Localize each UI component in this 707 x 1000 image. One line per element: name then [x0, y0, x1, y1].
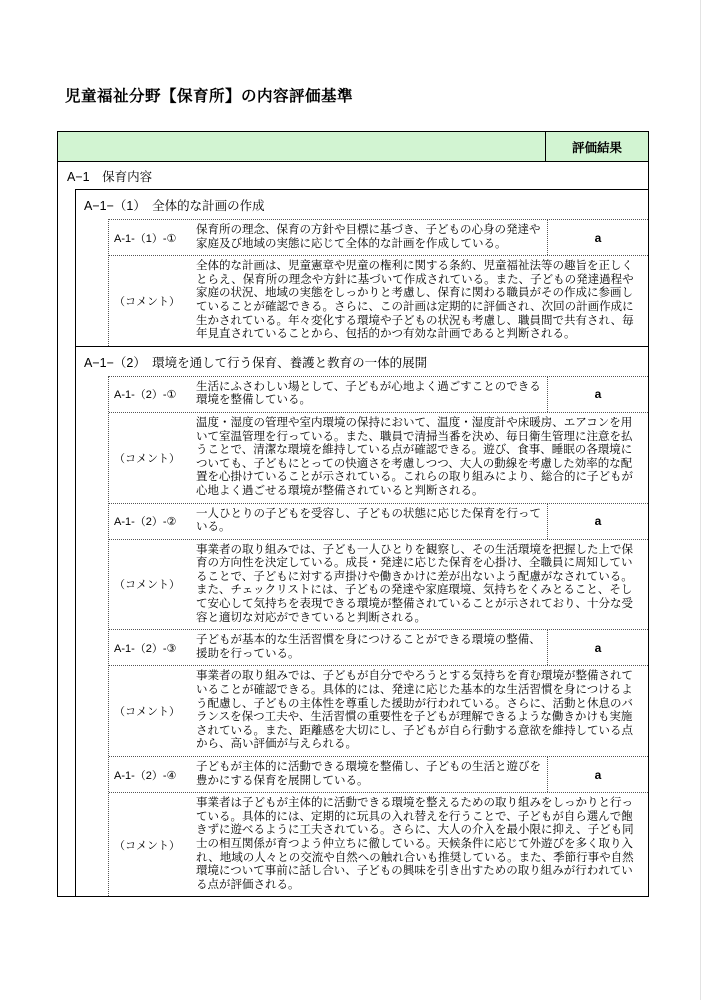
table-header-row: [58, 132, 648, 162]
comment-row: [109, 256, 648, 346]
evaluation-table: [57, 131, 649, 897]
page-title: 児童福祉分野【保育所】の内容評価基準: [65, 88, 354, 105]
section-a1-label: A−1 保育内容: [67, 169, 153, 184]
comment-label: （コメント）: [114, 452, 180, 465]
criteria-table-a1-2: [108, 376, 648, 897]
item-text: [191, 757, 547, 792]
item-text-content: 子どもが基本的な生活習慣を身につけることができる環境の整備、援助を行っている。: [196, 634, 541, 660]
header-empty-cell: [58, 132, 545, 161]
subsection-a1-2: [75, 347, 648, 897]
comment-label: （コメント）: [114, 579, 180, 592]
rating-value: a: [547, 504, 648, 539]
comment-label: （コメント）: [114, 706, 180, 719]
item-code: A-1-（2）-④: [114, 769, 177, 782]
comment-label: （コメント）: [114, 839, 180, 852]
item-code: A-1-（2）-②: [114, 516, 177, 529]
header-result-label: 評価結果: [545, 132, 648, 161]
item-text-content: 一人ひとりの子どもを受容し、子どもの状態に応じた保育を行っている。: [196, 507, 541, 534]
subsection-a1-2-label: A−1−（2） 環境を通して行う保育、養護と教育の一体的展開: [84, 355, 428, 370]
comment-text: 事業者の取り組みでは、子ども一人ひとりを観察し、その生活環境を把握した上で保育の方向性を決定している。成長・発達に応じた保育を心掛け、全職員に周知していることで、子どもに対する声掛けや働きかけに差が出ないよう配慮がなされている。また、チェックリストには、子どもの発達や家庭環境、気持ちをくみとること、そして安心して気持ちを表現できる環境が整備されていることが示されており、十分な受容と適切な対応ができていると判断される。: [196, 543, 633, 624]
item-row: [109, 377, 648, 413]
item-text-content: 子どもが主体的に活動できる環境を整備し、子どもの生活と遊びを豊かにする保育を展開している。: [196, 761, 541, 787]
item-row: [109, 504, 648, 540]
item-text-content: 生活にふさわしい場として、子どもが心地よく過ごすことのできる環境を整備している。: [196, 380, 541, 407]
rating-value: a: [547, 220, 648, 255]
comment-row: [109, 413, 648, 504]
item-text: [191, 504, 547, 539]
comment-text: 温度・湿度の管理や室内環境の保持において、温度・湿度計や床暖房、エアコンを用いて室温管理を行っている。また、職員で清掃当番を決め、毎日衛生管理に注意を払うことで、清潔な環境を維持している点が確認できる。遊び、食事、睡眠の各環境についても、子どもにとっての快適さを考慮しつつ、大人の動線を考慮した効率的な配置を心掛けていることが示されている。これらの取り組みにより、総合的に子どもが心地よく過ごせる環境が整備されていると判断される。: [196, 416, 633, 497]
item-text: [191, 220, 547, 255]
comment-row: [109, 793, 648, 896]
rating-value: a: [547, 757, 648, 792]
item-code: A-1-（1）-①: [114, 232, 177, 245]
subsection-a1-1: [75, 189, 648, 347]
rating-value: a: [547, 630, 648, 665]
item-row: [109, 757, 648, 793]
page-edge-line: [700, 0, 701, 1000]
item-text: [191, 377, 547, 412]
item-row: [109, 220, 648, 256]
rating-value: a: [547, 377, 648, 412]
comment-label: （コメント）: [114, 295, 180, 308]
comment-text: 全体的な計画は、児童憲章や児童の権利に関する条約、児童福祉法等の趣旨を正しくとらえ、保育所の理念や方針に基づいて作成されている。また、子どもの発達過程や家庭の状況、地域の実態をしっかりと考慮し、保育に関わる職員がその作成に参画していることが確認できる。さらに、この計画は定期的に評価され、次回の計画作成に生かされている。年々変化する環境や子どもの状況も考慮し、職員間で共有され、毎年見直されていることから、包括的かつ有効な計画であると判断される。: [196, 260, 634, 341]
subsection-a1-1-label: A−1−（1） 全体的な計画の作成: [84, 199, 265, 213]
item-code: A-1-（2）-①: [114, 389, 177, 402]
item-code: A-1-（2）-③: [114, 642, 177, 655]
item-text-content: 保育所の理念、保育の方針や目標に基づき、子どもの心身の発達や家庭及び地域の実態に応じて全体的な計画を作成している。: [196, 224, 541, 250]
item-text: [191, 630, 547, 665]
criteria-table-a1-1: [108, 219, 648, 346]
item-row: [109, 630, 648, 666]
comment-row: [109, 666, 648, 757]
comment-row: [109, 540, 648, 631]
comment-text: 事業者は子どもが主体的に活動できる環境を整えるための取り組みをしっかりと行っている。具体的には、定期的に玩具の入れ替えを行うことで、子どもが自ら選んで飽きずに遊べるように工夫されている。さらに、大人の介入を最小限に抑え、子ども同士の相互関係が育つよう仲立ちに徹している。天候条件に応じて外遊びを多く取り入れ、地域の人々との交流や自然への触れ合いも推奨している。また、季節行事や自然環境について事前に話し合い、子どもの興味を引き出すための取り組みが行われている点が評価される。: [196, 797, 634, 891]
comment-text: 事業者の取り組みでは、子どもが自分でやろうとする気持ちを育む環境が整備されていることが確認できる。具体的には、発達に応じた基本的な生活習慣を身につけるよう配慮し、子どもの主体性を尊重した援助が行われている。さらに、活動と休息のバランスを保つ工夫や、生活習慣の重要性を子どもが理解できるような働きかけも実施されている。また、距離感を大切にし、子どもが自ら行動する意欲を維持している点から、高い評価が与えられる。: [196, 670, 633, 751]
